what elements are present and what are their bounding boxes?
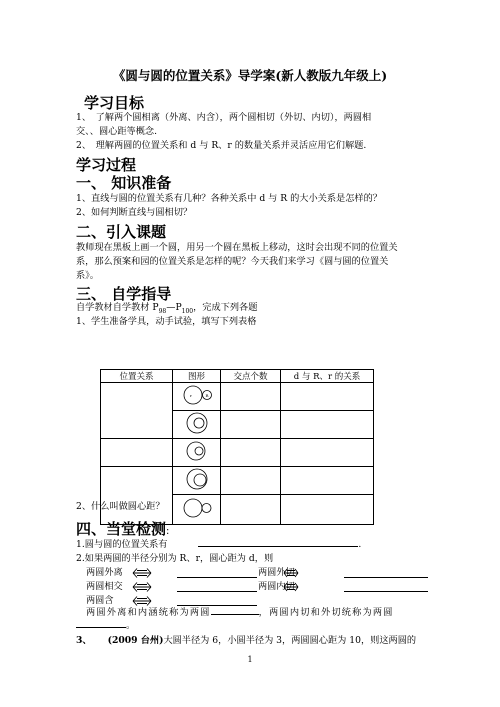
table-row (101, 411, 374, 439)
table-header-row (101, 370, 374, 383)
answer-blank[interactable] (344, 566, 428, 578)
page-number: 1 (247, 655, 253, 664)
check-q3-number: 3、 (76, 635, 92, 646)
double-arrow-icon (283, 567, 299, 579)
section3-line2: 1、学生准备学具，动手试验，填写下列表格 (76, 316, 257, 327)
section3-heading: 三、 自学指导 (76, 285, 172, 303)
table-cell-figure (173, 383, 221, 411)
section2-line1: 教师现在黑板上画一个圆，用另一个圆在黑板上移动，这时会出现不同的位置关 (76, 242, 398, 253)
summary-part-a: 两圆外离和内涵统称为两圆 (86, 607, 211, 618)
table-cell-answer[interactable] (281, 495, 374, 525)
circle-label-R: R (205, 393, 209, 398)
objective-1-line2: 交、、圆心距等概念. (76, 126, 158, 137)
section3-question-2: 2、什么叫做圆心距？ (76, 501, 165, 512)
summary-end: 。 (126, 620, 136, 631)
table-cell-answer[interactable] (281, 383, 374, 411)
check-question-3 (76, 634, 416, 648)
section1-heading: 一、 知识准备 (76, 174, 172, 192)
relation-external-tangent-label: 两圆外切 (258, 567, 295, 578)
table-header-intersections: 交点个数 (221, 370, 281, 383)
circles-intersect-figure (180, 439, 214, 463)
answer-blank[interactable] (76, 627, 126, 628)
circles-external-figure (180, 383, 214, 407)
table-cell-empty[interactable] (101, 467, 173, 495)
table-cell-empty[interactable] (101, 411, 173, 439)
table-row (101, 439, 374, 467)
check-question-2: 2.如果两圆的半径分别为 R、r，圆心距为 d，则 (76, 553, 274, 564)
table-header-dRr: d 与 R、r 的关系 (281, 370, 374, 383)
objective-2: 2、 理解两圆的位置关系和 d 与 R、r 的数量关系并灵活应用它们解题. (76, 140, 367, 151)
table-header-figure: 图形 (173, 370, 221, 383)
check-q3-source: (2009 台州) (107, 635, 164, 646)
double-arrow-icon (132, 581, 152, 593)
circles-external-tangent-figure (180, 496, 214, 520)
page-ref-start: 98 (158, 307, 167, 315)
table-cell-figure (173, 495, 221, 525)
circles-internal-figure (180, 411, 214, 435)
document-title: 《圆与圆的位置关系》导学案(新人教版九年级上) (112, 68, 388, 83)
table-cell-answer[interactable] (221, 467, 281, 495)
check-question-2-summary-cont (76, 619, 135, 633)
section3-line1-a: 自学教材自学教材 P (76, 302, 159, 313)
double-arrow-icon (283, 581, 299, 593)
page-ref-end: 100 (181, 307, 194, 315)
check-q1-text: 1.圆与圆的位置关系有 (76, 539, 168, 550)
objective-1-line1: 1、 了解两个圆相离（外离、内含），两个圆相切（外切、内切），两圆相 (76, 112, 372, 123)
relation-intersect-label: 两圆相交 (86, 581, 123, 592)
answer-blank[interactable] (177, 580, 257, 592)
section1-question-2: 2、如何判断直线与圆相切？ (76, 207, 193, 218)
section4-heading (76, 518, 169, 539)
check-q3-text: 大圆半径为 6，小圆半径为 3，两圆圆心距为 10，则这两圆的 (163, 635, 417, 646)
table-cell-answer[interactable] (221, 383, 281, 411)
section4-heading-colon: : (166, 526, 170, 537)
table-cell-answer[interactable] (221, 439, 281, 467)
table-cell-figure (173, 439, 221, 467)
objectives-heading: 学习目标 (84, 94, 145, 112)
section1-question-1: 1、直线与圆的位置关系有几种？各种关系中 d 与 R 的大小关系是怎样的？ (76, 193, 382, 204)
section3-line1-c: ，完成下列各题 (193, 302, 258, 313)
section2-line2: 系，那么预案和园的位置关系是怎样的呢？今天我们来学习《圆与圆的位置关 (76, 256, 389, 267)
circle-label-r: r (189, 393, 192, 398)
section2-line3: 系》。 (76, 270, 99, 281)
table-cell-answer[interactable] (281, 467, 374, 495)
relation-contain-label: 两圆含 (86, 595, 114, 606)
table-cell-answer[interactable] (221, 495, 281, 525)
table-cell-figure (173, 467, 221, 495)
section3-line1-b: —P (166, 302, 182, 313)
table-row (101, 383, 374, 411)
process-heading: 学习过程 (76, 156, 137, 174)
table-cell-empty[interactable] (101, 439, 173, 467)
relation-internal-tangent-label: 两圆内切 (258, 581, 295, 592)
table-cell-answer[interactable] (221, 411, 281, 439)
table-header-relation: 位置关系 (101, 370, 173, 383)
double-arrow-icon (132, 567, 152, 579)
answer-blank[interactable] (211, 614, 259, 615)
circles-internal-tangent-figure (180, 467, 214, 491)
table-cell-answer[interactable] (281, 439, 374, 467)
answer-blank[interactable] (177, 594, 257, 606)
section4-heading-text: 四、当堂检测 (76, 520, 167, 538)
summary-part-b: ，两圆内切和外切统称为两圆 (258, 607, 394, 618)
answer-blank[interactable] (344, 580, 428, 592)
answer-blank[interactable] (177, 566, 257, 578)
section2-heading: 二、引入课题 (76, 223, 167, 241)
check-q1-end: . (358, 539, 362, 550)
table-cell-empty[interactable] (101, 383, 173, 411)
relation-external-label: 两圆外离 (86, 567, 123, 578)
table-cell-figure (173, 411, 221, 439)
check-question-1 (76, 538, 361, 552)
table-row (101, 467, 374, 495)
check-question-2-summary (86, 606, 394, 620)
table-cell-answer[interactable] (281, 411, 374, 439)
answer-blank[interactable] (198, 546, 358, 547)
